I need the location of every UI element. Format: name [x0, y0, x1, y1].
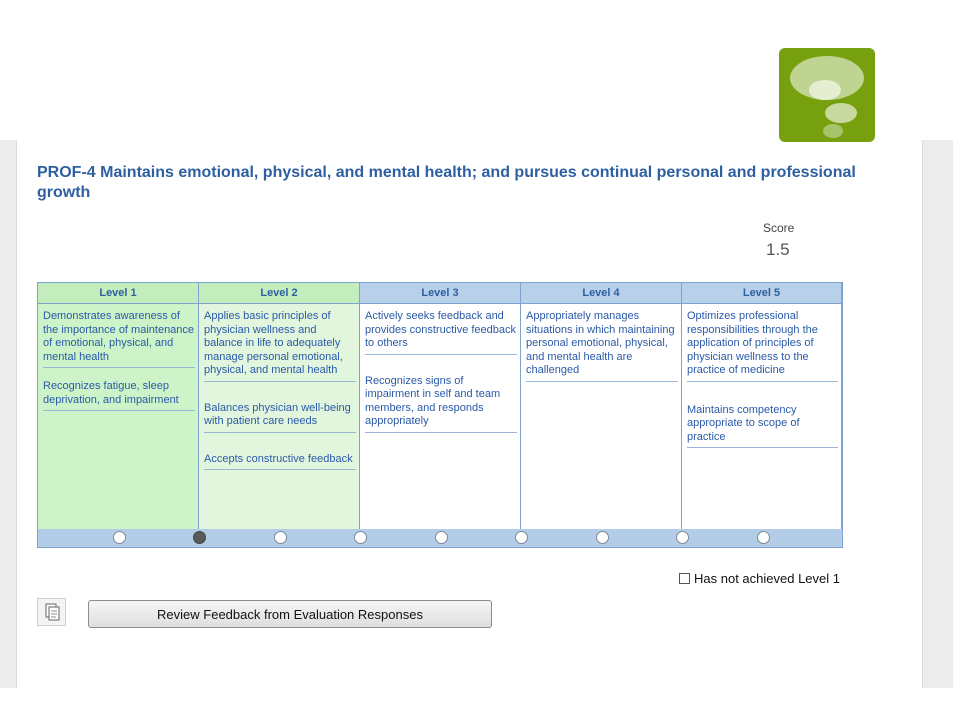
score-value: 1.5: [766, 240, 790, 259]
level-2-item: Accepts constructive feedback: [204, 453, 356, 471]
level-5-item: Maintains competency appropriate to scope of practice: [687, 404, 838, 449]
level-4-item: Appropriately manages situations in which maintaining personal emotional, physical, and mental health are challenged: [526, 310, 678, 382]
level-3-header: Level 3: [360, 283, 520, 304]
level-4-header: Level 4: [521, 283, 681, 304]
not-achieved-option[interactable]: [679, 571, 840, 586]
review-feedback-button[interactable]: Review Feedback from Evaluation Responses: [88, 600, 492, 628]
level-4-column: [521, 283, 682, 529]
level-5-item: Optimizes professional responsibilities through the application of principles of physician wellness to the practice of medicine: [687, 310, 838, 382]
score-radio-3[interactable]: [435, 531, 448, 544]
score-radio-3-5[interactable]: [515, 531, 528, 544]
level-2-column: [199, 283, 360, 529]
score-radio-4-5[interactable]: [676, 531, 689, 544]
score-radio-1-5[interactable]: [193, 531, 206, 544]
level-1-item: Demonstrates awareness of the importance of maintenance of emotional, physical, and mental health: [43, 310, 195, 368]
document-copy-icon[interactable]: [37, 598, 66, 626]
level-5-header: Level 5: [682, 283, 841, 304]
level-3-item: Actively seeks feedback and provides constructive feedback to others: [365, 310, 517, 355]
not-achieved-checkbox[interactable]: [679, 573, 690, 584]
level-2-item: Balances physician well-being with patient care needs: [204, 402, 356, 433]
level-1-column: [38, 283, 199, 529]
level-2-header: Level 2: [199, 283, 359, 304]
score-radio-1[interactable]: [113, 531, 126, 544]
level-2-item: Applies basic principles of physician wellness and balance in life to adequately manage personal emotional, physical, and mental health: [204, 310, 356, 382]
level-5-column: [682, 283, 842, 529]
not-achieved-label: Has not achieved Level 1: [694, 571, 840, 586]
score-radio-5[interactable]: [757, 531, 770, 544]
score-radio-bar: [38, 529, 842, 547]
level-1-header: Level 1: [38, 283, 198, 304]
page-title: PROF-4 Maintains emotional, physical, and mental health; and pursues continual personal and professional growth: [37, 164, 856, 201]
level-3-item: Recognizes signs of impairment in self and team members, and responds appropriately: [365, 375, 517, 433]
score-label: Score: [763, 221, 795, 235]
speech-bubbles-icon: [779, 48, 875, 142]
left-frame-bar: [0, 140, 17, 688]
score-radio-2[interactable]: [274, 531, 287, 544]
score-radio-2-5[interactable]: [354, 531, 367, 544]
milestone-grid: [37, 282, 843, 548]
level-3-column: [360, 283, 521, 529]
score-radio-4[interactable]: [596, 531, 609, 544]
right-frame-bar: [922, 140, 953, 688]
level-1-item: Recognizes fatigue, sleep deprivation, and impairment: [43, 380, 195, 411]
